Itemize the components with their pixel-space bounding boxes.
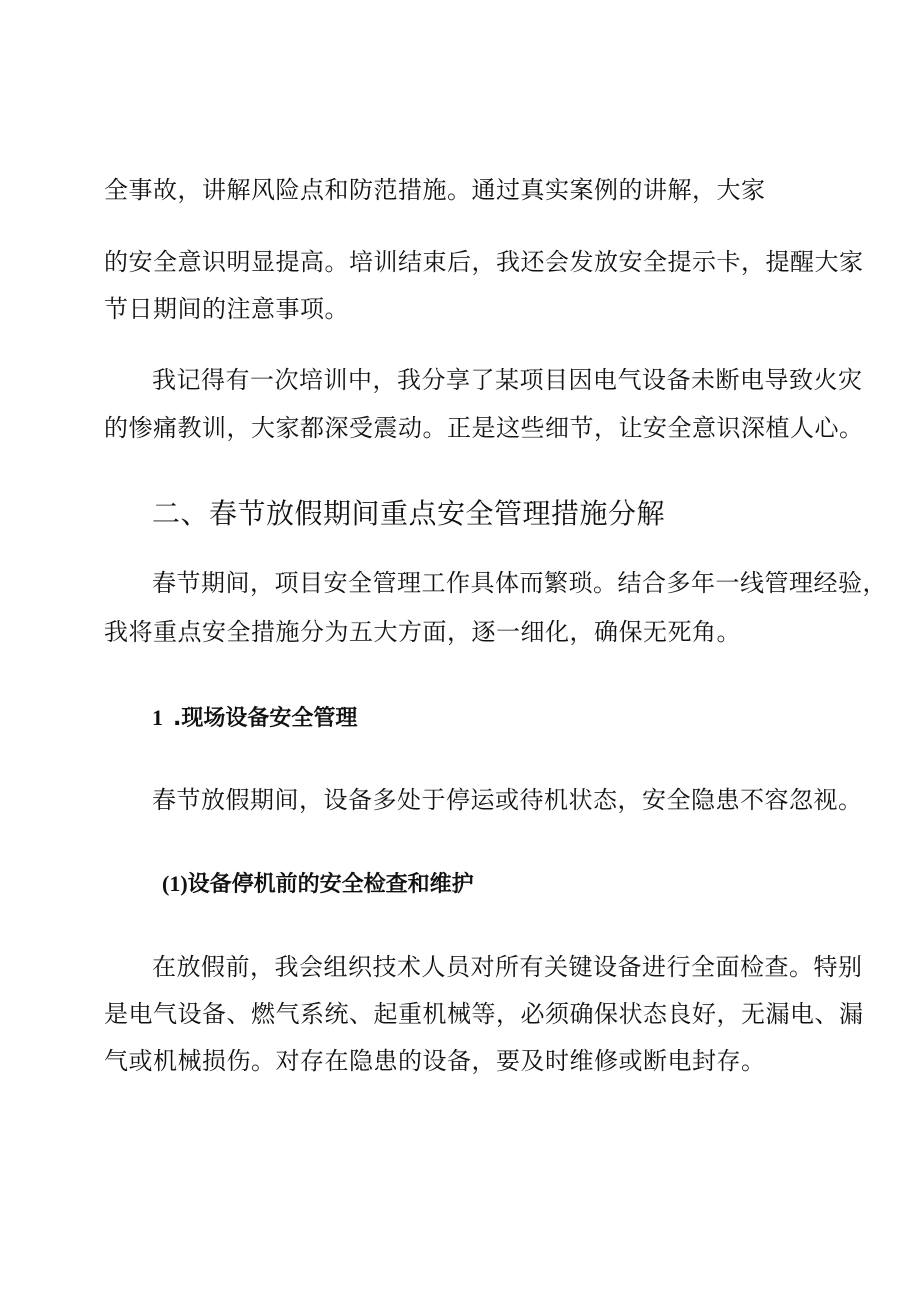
paragraph-line: 我将重点安全措施分为五大方面，逐一细化，确保无死角。 (104, 618, 741, 646)
subsection-heading (152, 702, 357, 735)
section-heading: 二、春节放假期间重点安全管理措施分解 (152, 497, 666, 530)
paragraph-line: 春节放假期间，设备多处于停运或待机状态，安全隐患不容忽视。 (152, 786, 863, 814)
subsubsection-title: 设备停机前的安全检查和维护 (187, 872, 474, 897)
paragraph-line: 春节期间，项目安全管理工作具体而繁琐。结合多年一线管理经验， (152, 569, 887, 597)
paragraph-line: 全事故，讲解风险点和防范措施。通过真实案例的讲解，大家 (104, 176, 766, 204)
paragraph-line: 气或机械损伤。对存在隐患的设备，要及时维修或断电封存。 (104, 1047, 766, 1075)
subsection-number: 1 (152, 705, 163, 730)
paragraph-line: 的惨痛教训，大家都深受震动。正是这些细节，让安全意识深植人心。 (104, 414, 864, 442)
paragraph-line: 我记得有一次培训中，我分享了某项目因电气设备未断电导致火灾 (152, 366, 863, 394)
subsection-title: .现场设备安全管理 (173, 706, 358, 731)
paragraph-line: 在放假前，我会组织技术人员对所有关键设备进行全面检查。特别 (152, 953, 863, 981)
paragraph-line: 节日期间的注意事项。 (104, 295, 349, 323)
paragraph-line: 的安全意识明显提高。培训结束后，我还会发放安全提示卡，提醒大家 (104, 248, 864, 276)
subsubsection-number: (1) (162, 871, 188, 896)
subsubsection-heading (162, 868, 474, 901)
paragraph-line: 是电气设备、燃气系统、起重机械等，必须确保状态良好，无漏电、漏 (104, 1000, 864, 1028)
